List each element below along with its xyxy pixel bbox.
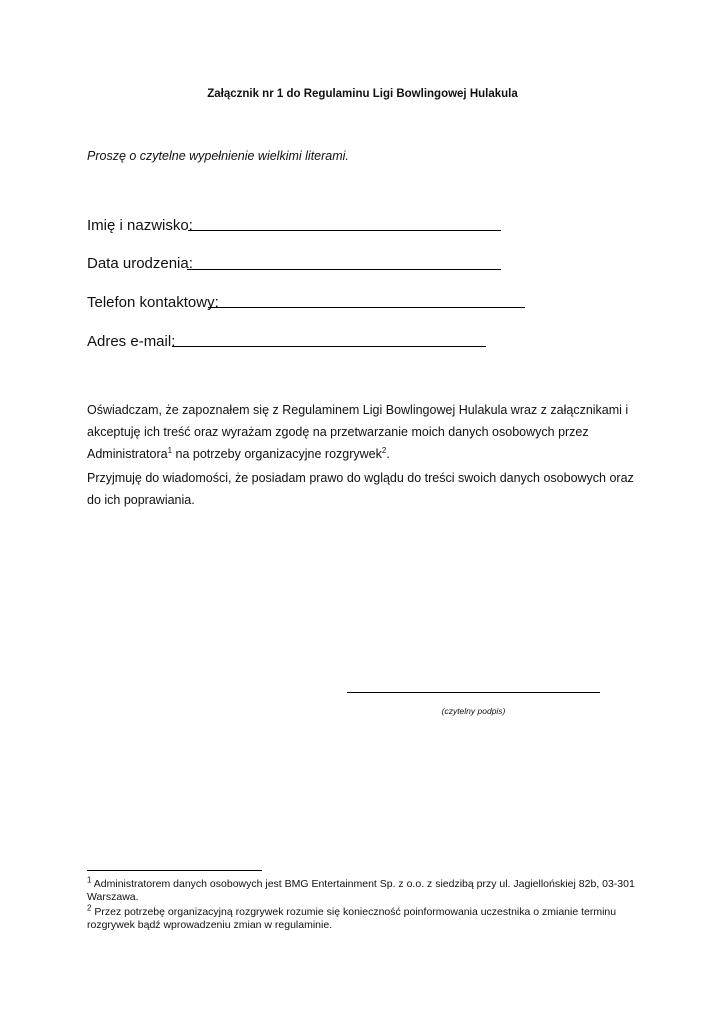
email-label: Adres e-mail: [87,333,176,350]
declaration-text-cont: na potrzeby organizacyjne rozgrywek [172,447,382,461]
document-title: Załącznik nr 1 do Regulaminu Ligi Bowlingowej Hulakula [207,88,518,100]
name-field-line[interactable] [188,230,501,231]
birth-date-label: Data urodzenia: [87,255,193,272]
footnote-ref-1: 1 [167,445,173,455]
name-label: Imię i nazwisko: [87,217,193,234]
footnote-ref-2: 2 [381,445,387,455]
phone-field-line[interactable] [208,307,525,308]
footnote-1-number: 1 [87,875,92,885]
footnote-2-text: Przez potrzebę organizacyjną rozgrywek rozumie się konieczność poinformowania uczestnika o zmianie terminu rozgrywek bądź wprowadzeniu zmian w regulaminie. [87,906,617,931]
signature-caption: (czytelny podpis) [441,706,506,716]
birth-date-field-line[interactable] [187,269,501,270]
declaration-text: Oświadczam, że zapoznałem się z Regulaminem Ligi Bowlingowej Hulakula wraz z załącznikami i akceptuję ich treść oraz wyrażam zgodę na przetwarzanie moich danych osobowych przez Administratora [87,403,629,461]
footnote-2-number: 2 [87,903,92,913]
fill-instruction: Proszę o czytelne wypełnienie wielkimi literami. [87,149,349,163]
declaration-paragraph [87,399,647,465]
phone-label: Telefon kontaktowy: [87,294,219,311]
footnote-1-text: Administratorem danych osobowych jest BMG Entertainment Sp. z o.o. z siedzibą przy ul. Jagiellońskiej 82b, 03-301 Warszawa. [87,878,635,903]
data-rights-paragraph: Przyjmuję do wiadomości, że posiadam prawo do wglądu do treści swoich danych osobowych oraz do ich poprawiania. [87,471,634,507]
email-field-line[interactable] [172,346,486,347]
declaration-text-end: . [386,447,390,461]
footnote-1 [87,875,647,904]
footnote-separator [87,870,262,871]
signature-line[interactable] [347,692,600,693]
footnote-2 [87,903,647,932]
